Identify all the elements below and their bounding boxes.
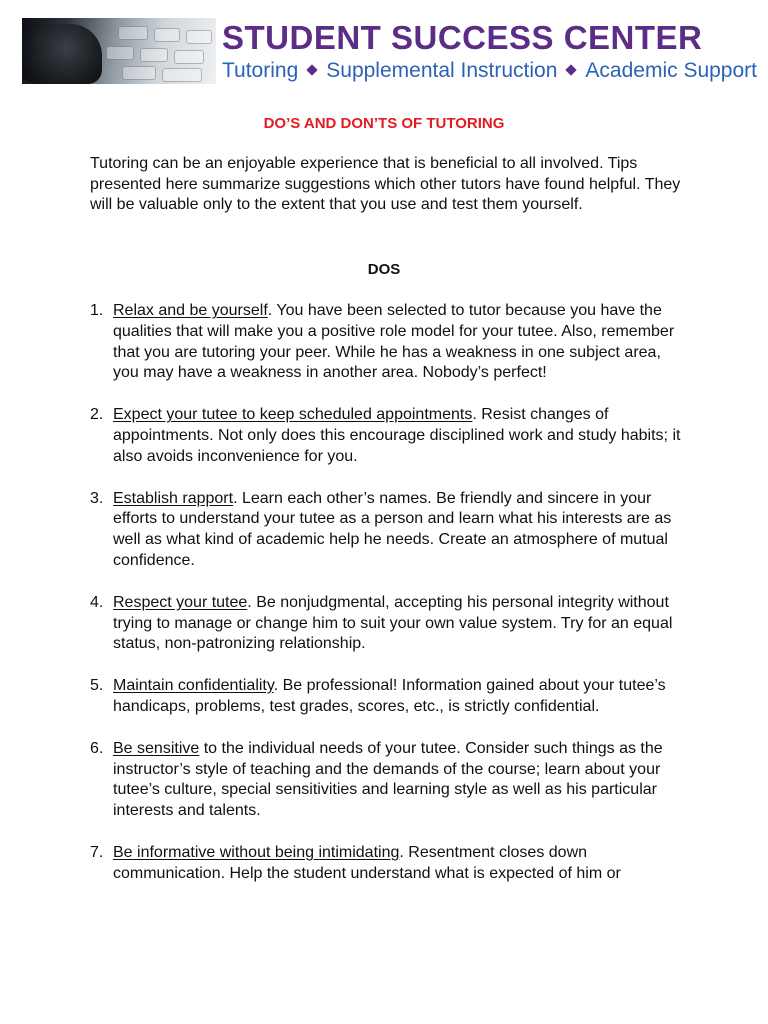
hand-on-keyboard-image (22, 24, 102, 84)
item-lead: Be sensitive (113, 739, 200, 757)
diamond-separator-icon (566, 64, 577, 75)
keyboard-key (140, 48, 168, 62)
keyboard-key (106, 46, 134, 60)
keyboard-key (174, 50, 204, 64)
item-text: . Be nonjudgmental, accepting his personal integrity without trying to manage or change him to suit your own value system. Try for an equal status, non-patronizing relationship. (113, 593, 673, 653)
item-lead: Be informative without being intimidating (113, 843, 400, 861)
item-number: 7. (90, 843, 104, 861)
header-nav-academic-support: Academic Support (585, 59, 757, 82)
dos-list (90, 301, 690, 906)
item-lead: Respect your tutee (113, 593, 248, 611)
list-item (90, 676, 690, 718)
item-number: 1. (90, 302, 104, 319)
item-lead: Expect your tutee to keep scheduled appointments (113, 406, 473, 424)
list-item (90, 489, 690, 572)
list-item (90, 739, 690, 822)
item-lead: Maintain confidentiality (113, 677, 274, 695)
keyboard-key (118, 26, 148, 40)
item-text: . Resentment closes down communication. Help the student understand what is expected of him or (113, 843, 621, 882)
item-number: 3. (90, 489, 104, 507)
item-text: . Be professional! Information gained about your tutee’s handicaps, problems, test grades, scores, etc., is strictly confidential. (113, 677, 666, 715)
header-photo (22, 18, 216, 84)
keyboard-key (162, 68, 202, 82)
item-text: . You have been selected to tutor because you have the qualities that will make you a positive role model for your tutee. Also, remember that you are tutoring your peer. While he has a weakness in one subject area, you may have a weakness in another area. Nobody’s perfect! (113, 302, 675, 382)
item-text: . Learn each other’s names. Be friendly and sincere in your efforts to understand your tutee as a person and learn what his interests are as well as what kind of academic help he needs. Create an atmosphere of mutual confidence. (113, 489, 672, 569)
item-lead: Relax and be yourself (113, 302, 268, 319)
item-number: 4. (90, 593, 104, 611)
intro-paragraph: Tutoring can be an enjoyable experience that is beneficial to all involved. Tips presented here summarize suggestions which other tutors have found helpful. They will be valuable only to the extent that you use and test them yourself. (90, 155, 681, 213)
document-title: DO’S AND DON’TS OF TUTORING (263, 115, 505, 132)
keyboard-key (122, 66, 156, 80)
item-lead: Establish rapport (113, 489, 234, 507)
diamond-separator-icon (307, 64, 318, 75)
header-nav-supplemental-instruction: Supplemental Instruction (326, 59, 558, 82)
list-item (90, 301, 690, 384)
item-number: 5. (90, 677, 104, 695)
header-title: STUDENT SUCCESS CENTER (222, 19, 703, 56)
section-heading-dos: DOS (367, 261, 401, 278)
list-item (90, 405, 690, 467)
item-number: 6. (90, 739, 104, 757)
keyboard-key (154, 28, 180, 42)
header-subtitle (222, 58, 757, 84)
item-text: to the individual needs of your tutee. Consider such things as the instructor’s style of teaching and the demands of the course; learn about your tutee’s culture, special sensitivities and learning style as well as his particular interests and talents. (113, 739, 663, 820)
item-text: . Resist changes of appointments. Not only does this encourage disciplined work and study habits; it also avoids inconvenience for you. (113, 406, 681, 465)
list-item (90, 593, 690, 655)
list-item (90, 843, 690, 885)
header-nav-tutoring: Tutoring (222, 59, 299, 82)
item-number: 2. (90, 406, 104, 424)
keyboard-key (186, 30, 212, 44)
